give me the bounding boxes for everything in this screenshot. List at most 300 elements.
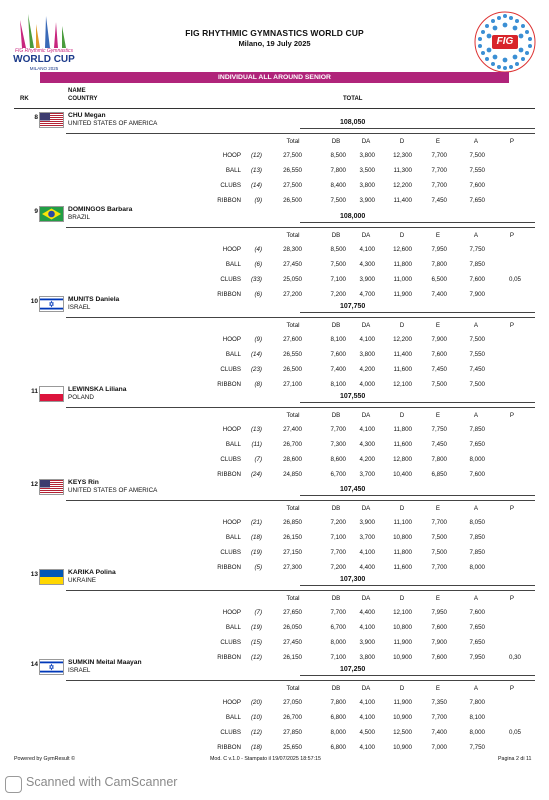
score-e: 7,450 xyxy=(431,441,447,448)
score-d: 10,800 xyxy=(393,534,412,541)
detail-header-a: A xyxy=(473,505,479,512)
score-a: 7,650 xyxy=(469,441,485,448)
athlete-rank: 9 xyxy=(34,208,38,215)
detail-header-d: D xyxy=(399,595,405,602)
poland-flag xyxy=(39,386,64,402)
detail-header-db: DB xyxy=(331,595,341,602)
score-da: 4,100 xyxy=(359,744,375,751)
score-app: CLUBS xyxy=(220,366,241,373)
divider xyxy=(300,585,535,586)
score-e: 7,400 xyxy=(431,729,447,736)
athlete-row xyxy=(0,658,549,751)
detail-header-db: DB xyxy=(331,412,341,419)
score-total: 26,150 xyxy=(283,654,302,661)
score-e: 7,700 xyxy=(431,167,447,174)
athlete-country: POLAND xyxy=(68,394,94,401)
athlete-country: BRAZIL xyxy=(68,214,91,221)
score-d: 12,100 xyxy=(393,381,412,388)
detail-header-p: P xyxy=(509,232,515,239)
score-db: 6,700 xyxy=(330,471,346,478)
score-app: BALL xyxy=(225,351,241,358)
detail-header-p: P xyxy=(509,685,515,692)
score-pos: (7) xyxy=(254,609,262,616)
page-subtitle: Milano, 19 July 2025 xyxy=(238,39,311,48)
score-db: 7,800 xyxy=(330,699,346,706)
score-db: 7,700 xyxy=(330,549,346,556)
score-total: 26,550 xyxy=(283,167,302,174)
detail-header-db: DB xyxy=(331,232,341,239)
divider xyxy=(300,402,535,403)
score-pos: (8) xyxy=(254,381,262,388)
score-a: 7,600 xyxy=(469,471,485,478)
athlete-name: CHU Megan xyxy=(68,112,106,119)
score-app: BALL xyxy=(225,534,241,541)
usa-flag xyxy=(39,112,64,128)
detail-header-da: DA xyxy=(361,322,371,329)
score-app: CLUBS xyxy=(220,549,241,556)
score-total: 26,150 xyxy=(283,534,302,541)
divider xyxy=(66,500,535,501)
score-a: 7,450 xyxy=(469,366,485,373)
score-db: 7,100 xyxy=(330,654,346,661)
detail-header-e: E xyxy=(435,138,441,145)
score-e: 7,600 xyxy=(431,351,447,358)
detail-header-p: P xyxy=(509,505,515,512)
divider xyxy=(66,317,535,318)
score-a: 7,550 xyxy=(469,167,485,174)
score-p: 0,05 xyxy=(508,276,521,283)
score-da: 4,000 xyxy=(359,381,375,388)
detail-header-e: E xyxy=(435,412,441,419)
detail-header-da: DA xyxy=(361,412,371,419)
score-d: 12,300 xyxy=(393,152,412,159)
score-total: 27,450 xyxy=(283,261,302,268)
score-pos: (4) xyxy=(254,246,262,253)
score-da: 4,400 xyxy=(359,609,375,616)
score-da: 3,900 xyxy=(359,197,375,204)
detail-header-total: Total xyxy=(286,685,300,692)
score-e: 7,400 xyxy=(431,291,447,298)
athlete-name: DOMINGOS Barbara xyxy=(68,206,133,213)
score-total: 28,600 xyxy=(283,456,302,463)
score-da: 4,100 xyxy=(359,714,375,721)
col-name: NAME xyxy=(68,88,86,94)
score-total: 27,400 xyxy=(283,426,302,433)
score-total: 27,100 xyxy=(283,381,302,388)
score-total: 27,500 xyxy=(283,182,302,189)
score-db: 7,500 xyxy=(330,261,346,268)
athlete-rank: 14 xyxy=(30,661,38,668)
athlete-name: KEYS Rin xyxy=(68,479,99,486)
logo-line-1: FIG Rhythmic Gymnastics xyxy=(14,48,74,54)
detail-header-db: DB xyxy=(331,138,341,145)
detail-header-d: D xyxy=(399,138,405,145)
camscanner-icon xyxy=(5,776,22,793)
score-a: 7,600 xyxy=(469,276,485,283)
score-db: 7,800 xyxy=(330,167,346,174)
score-pos: (13) xyxy=(250,167,262,174)
scanner-watermark: Scanned with CamScanner xyxy=(26,775,178,789)
athlete-total: 107,300 xyxy=(340,576,366,583)
divider xyxy=(66,407,535,408)
score-a: 7,750 xyxy=(469,246,485,253)
score-da: 4,300 xyxy=(359,441,375,448)
score-d: 11,600 xyxy=(393,441,412,448)
detail-header-a: A xyxy=(473,595,479,602)
score-e: 7,350 xyxy=(431,699,447,706)
score-total: 27,600 xyxy=(283,336,302,343)
score-total: 27,200 xyxy=(283,291,302,298)
score-d: 12,200 xyxy=(393,336,412,343)
score-app: RIBBON xyxy=(217,381,241,388)
score-e: 7,700 xyxy=(431,519,447,526)
score-a: 7,600 xyxy=(469,182,485,189)
score-a: 8,000 xyxy=(469,564,485,571)
score-e: 7,950 xyxy=(431,246,447,253)
athlete-row xyxy=(0,568,549,661)
score-pos: (24) xyxy=(250,471,262,478)
score-total: 25,050 xyxy=(283,276,302,283)
score-e: 7,750 xyxy=(431,426,447,433)
score-pos: (20) xyxy=(250,699,262,706)
israel-flag xyxy=(39,296,64,312)
detail-header-p: P xyxy=(509,138,515,145)
score-app: CLUBS xyxy=(220,276,241,283)
col-country: COUNTRY xyxy=(68,96,98,102)
detail-header-da: DA xyxy=(361,595,371,602)
score-total: 27,050 xyxy=(283,699,302,706)
score-da: 3,900 xyxy=(359,639,375,646)
score-d: 11,100 xyxy=(393,519,412,526)
score-da: 4,100 xyxy=(359,624,375,631)
score-e: 7,000 xyxy=(431,744,447,751)
athlete-name: SUMKIN Meital Maayan xyxy=(68,659,142,666)
score-pos: (10) xyxy=(250,714,262,721)
detail-header-p: P xyxy=(509,595,515,602)
score-d: 11,400 xyxy=(393,351,412,358)
score-total: 27,450 xyxy=(283,639,302,646)
score-app: BALL xyxy=(225,261,241,268)
score-app: CLUBS xyxy=(220,729,241,736)
athlete-total: 108,000 xyxy=(340,213,366,220)
score-pos: (18) xyxy=(250,744,262,751)
score-a: 7,550 xyxy=(469,351,485,358)
score-da: 3,800 xyxy=(359,182,375,189)
score-a: 7,500 xyxy=(469,152,485,159)
score-a: 7,800 xyxy=(469,699,485,706)
detail-header-da: DA xyxy=(361,505,371,512)
score-da: 3,500 xyxy=(359,167,375,174)
score-app: BALL xyxy=(225,441,241,448)
score-app: HOOP xyxy=(222,519,241,526)
score-pos: (9) xyxy=(254,197,262,204)
detail-header-d: D xyxy=(399,685,405,692)
score-total: 26,500 xyxy=(283,366,302,373)
divider xyxy=(66,227,535,228)
score-d: 11,000 xyxy=(393,276,412,283)
detail-header-db: DB xyxy=(331,505,341,512)
score-a: 7,850 xyxy=(469,534,485,541)
usa-flag xyxy=(39,479,64,495)
score-app: HOOP xyxy=(222,246,241,253)
score-e: 7,600 xyxy=(431,654,447,661)
score-db: 8,400 xyxy=(330,182,346,189)
score-da: 4,300 xyxy=(359,261,375,268)
score-total: 24,850 xyxy=(283,471,302,478)
score-d: 12,500 xyxy=(393,729,412,736)
score-total: 26,550 xyxy=(283,351,302,358)
score-db: 7,700 xyxy=(330,426,346,433)
divider xyxy=(300,312,535,313)
score-db: 7,700 xyxy=(330,609,346,616)
score-e: 7,600 xyxy=(431,624,447,631)
score-e: 7,500 xyxy=(431,534,447,541)
detail-header-p: P xyxy=(509,322,515,329)
score-pos: (6) xyxy=(254,291,262,298)
score-da: 4,400 xyxy=(359,564,375,571)
score-db: 8,100 xyxy=(330,336,346,343)
score-total: 25,650 xyxy=(283,744,302,751)
score-da: 4,700 xyxy=(359,291,375,298)
score-d: 10,400 xyxy=(393,471,412,478)
score-a: 7,950 xyxy=(469,654,485,661)
score-da: 4,100 xyxy=(359,246,375,253)
athlete-total: 107,450 xyxy=(340,486,366,493)
athlete-row xyxy=(0,205,549,298)
score-a: 7,650 xyxy=(469,639,485,646)
score-db: 7,500 xyxy=(330,197,346,204)
detail-header-total: Total xyxy=(286,505,300,512)
israel-flag xyxy=(39,659,64,675)
score-da: 3,800 xyxy=(359,654,375,661)
athlete-row xyxy=(0,295,549,388)
detail-header-total: Total xyxy=(286,232,300,239)
score-app: RIBBON xyxy=(217,197,241,204)
score-da: 3,800 xyxy=(359,351,375,358)
score-total: 27,500 xyxy=(283,152,302,159)
score-da: 4,200 xyxy=(359,456,375,463)
score-d: 11,800 xyxy=(393,549,412,556)
score-app: CLUBS xyxy=(220,456,241,463)
detail-header-p: P xyxy=(509,412,515,419)
athlete-country: UNITED STATES OF AMERICA xyxy=(68,487,158,494)
athlete-country: ISRAEL xyxy=(68,667,91,674)
detail-header-total: Total xyxy=(286,412,300,419)
score-d: 11,600 xyxy=(393,366,412,373)
divider xyxy=(300,222,535,223)
detail-header-a: A xyxy=(473,685,479,692)
score-da: 4,100 xyxy=(359,336,375,343)
score-total: 27,150 xyxy=(283,549,302,556)
score-db: 7,300 xyxy=(330,441,346,448)
score-pos: (11) xyxy=(251,441,262,448)
page-title: FIG RHYTHMIC GYMNASTICS WORLD CUP xyxy=(185,28,364,38)
score-pos: (5) xyxy=(254,564,262,571)
detail-header-total: Total xyxy=(286,322,300,329)
score-d: 11,900 xyxy=(393,291,412,298)
athlete-total: 107,550 xyxy=(340,393,366,400)
fig-logo-text: FIG xyxy=(496,36,514,47)
score-da: 4,200 xyxy=(359,366,375,373)
score-a: 7,850 xyxy=(469,549,485,556)
detail-header-db: DB xyxy=(331,685,341,692)
score-a: 7,500 xyxy=(469,381,485,388)
score-db: 8,500 xyxy=(330,246,346,253)
score-a: 7,750 xyxy=(469,744,485,751)
score-a: 7,900 xyxy=(469,291,485,298)
score-app: CLUBS xyxy=(220,639,241,646)
divider xyxy=(66,133,535,134)
score-pos: (9) xyxy=(254,336,262,343)
score-e: 7,700 xyxy=(431,152,447,159)
score-d: 11,300 xyxy=(393,167,412,174)
score-d: 11,900 xyxy=(393,699,412,706)
logo-line-3: MILANO 2025 xyxy=(29,66,59,71)
athlete-country: UKRAINE xyxy=(68,577,96,584)
score-p: 0,30 xyxy=(508,654,521,661)
athlete-total: 108,050 xyxy=(340,119,366,126)
detail-header-a: A xyxy=(473,138,479,145)
detail-header-d: D xyxy=(399,505,405,512)
score-db: 7,600 xyxy=(330,351,346,358)
score-pos: (12) xyxy=(250,654,262,661)
detail-header-d: D xyxy=(399,322,405,329)
detail-header-e: E xyxy=(435,232,441,239)
score-app: RIBBON xyxy=(217,291,241,298)
athlete-rank: 10 xyxy=(30,298,38,305)
score-pos: (15) xyxy=(250,639,262,646)
score-app: HOOP xyxy=(222,152,241,159)
score-d: 10,800 xyxy=(393,624,412,631)
score-d: 10,900 xyxy=(393,654,412,661)
score-a: 7,650 xyxy=(469,197,485,204)
score-pos: (14) xyxy=(250,182,262,189)
score-app: HOOP xyxy=(222,699,241,706)
athlete-name: MUNITS Daniela xyxy=(68,296,120,303)
score-d: 12,800 xyxy=(393,456,412,463)
score-e: 6,850 xyxy=(431,471,447,478)
detail-header-total: Total xyxy=(286,138,300,145)
athlete-rank: 11 xyxy=(31,388,38,395)
score-e: 7,700 xyxy=(431,182,447,189)
footer-page: Pagina 2 di 11 xyxy=(498,756,532,762)
score-a: 7,600 xyxy=(469,609,485,616)
score-pos: (33) xyxy=(250,276,262,283)
score-pos: (7) xyxy=(254,456,262,463)
score-e: 7,950 xyxy=(431,609,447,616)
score-e: 7,500 xyxy=(431,549,447,556)
col-total: TOTAL xyxy=(343,96,363,102)
score-d: 11,400 xyxy=(393,197,412,204)
athlete-country: UNITED STATES OF AMERICA xyxy=(68,120,158,127)
brazil-flag xyxy=(39,206,64,222)
divider xyxy=(300,495,535,496)
score-a: 8,000 xyxy=(469,456,485,463)
detail-header-da: DA xyxy=(361,232,371,239)
score-app: RIBBON xyxy=(217,744,241,751)
divider xyxy=(300,128,535,129)
score-total: 28,300 xyxy=(283,246,302,253)
score-app: RIBBON xyxy=(217,471,241,478)
score-da: 3,700 xyxy=(359,534,375,541)
score-e: 7,500 xyxy=(431,381,447,388)
col-rk: RK xyxy=(20,96,29,102)
ukraine-flag xyxy=(39,569,64,585)
score-e: 7,900 xyxy=(431,336,447,343)
score-pos: (21) xyxy=(250,519,262,526)
detail-header-da: DA xyxy=(361,138,371,145)
detail-header-e: E xyxy=(435,595,441,602)
score-db: 7,200 xyxy=(330,564,346,571)
score-app: RIBBON xyxy=(217,564,241,571)
score-e: 7,800 xyxy=(431,456,447,463)
score-d: 12,100 xyxy=(393,609,412,616)
score-app: BALL xyxy=(225,624,241,631)
score-e: 6,500 xyxy=(431,276,447,283)
score-d: 11,900 xyxy=(393,639,412,646)
score-d: 11,600 xyxy=(393,564,412,571)
score-db: 6,800 xyxy=(330,744,346,751)
athlete-total: 107,250 xyxy=(340,666,366,673)
score-db: 8,000 xyxy=(330,729,346,736)
detail-header-e: E xyxy=(435,685,441,692)
athlete-name: KARIKA Polina xyxy=(68,569,116,576)
detail-header-e: E xyxy=(435,322,441,329)
score-pos: (14) xyxy=(250,351,262,358)
score-total: 27,650 xyxy=(283,609,302,616)
score-a: 7,500 xyxy=(469,336,485,343)
detail-header-a: A xyxy=(473,412,479,419)
divider xyxy=(300,675,535,676)
score-total: 26,500 xyxy=(283,197,302,204)
detail-header-a: A xyxy=(473,322,479,329)
score-app: HOOP xyxy=(222,609,241,616)
athlete-name: LEWINSKA Liliana xyxy=(68,386,127,393)
detail-header-d: D xyxy=(399,232,405,239)
score-db: 7,100 xyxy=(330,276,346,283)
score-app: BALL xyxy=(225,714,241,721)
score-db: 7,100 xyxy=(330,534,346,541)
score-d: 11,800 xyxy=(393,426,412,433)
score-pos: (19) xyxy=(250,624,262,631)
score-a: 8,000 xyxy=(469,729,485,736)
score-e: 7,700 xyxy=(431,714,447,721)
score-app: HOOP xyxy=(222,336,241,343)
score-a: 8,050 xyxy=(469,519,485,526)
athlete-row xyxy=(0,111,549,204)
score-da: 4,100 xyxy=(359,699,375,706)
score-total: 26,700 xyxy=(283,441,302,448)
athlete-row xyxy=(0,478,549,571)
athlete-rank: 12 xyxy=(30,481,38,488)
score-d: 10,900 xyxy=(393,744,412,751)
score-app: HOOP xyxy=(222,426,241,433)
score-db: 8,600 xyxy=(330,456,346,463)
score-pos: (18) xyxy=(250,534,262,541)
detail-header-d: D xyxy=(399,412,405,419)
score-db: 6,700 xyxy=(330,624,346,631)
footer-print-info: Mod. C v.1.0 - Stampato il 19/07/2025 18:57:15 xyxy=(210,756,321,762)
score-da: 4,100 xyxy=(359,426,375,433)
score-total: 27,300 xyxy=(283,564,302,571)
divider xyxy=(66,680,535,681)
score-pos: (6) xyxy=(254,261,262,268)
detail-header-total: Total xyxy=(286,595,300,602)
score-d: 10,900 xyxy=(393,714,412,721)
score-p: 0,05 xyxy=(508,729,521,736)
athlete-row xyxy=(0,385,549,478)
detail-header-a: A xyxy=(473,232,479,239)
